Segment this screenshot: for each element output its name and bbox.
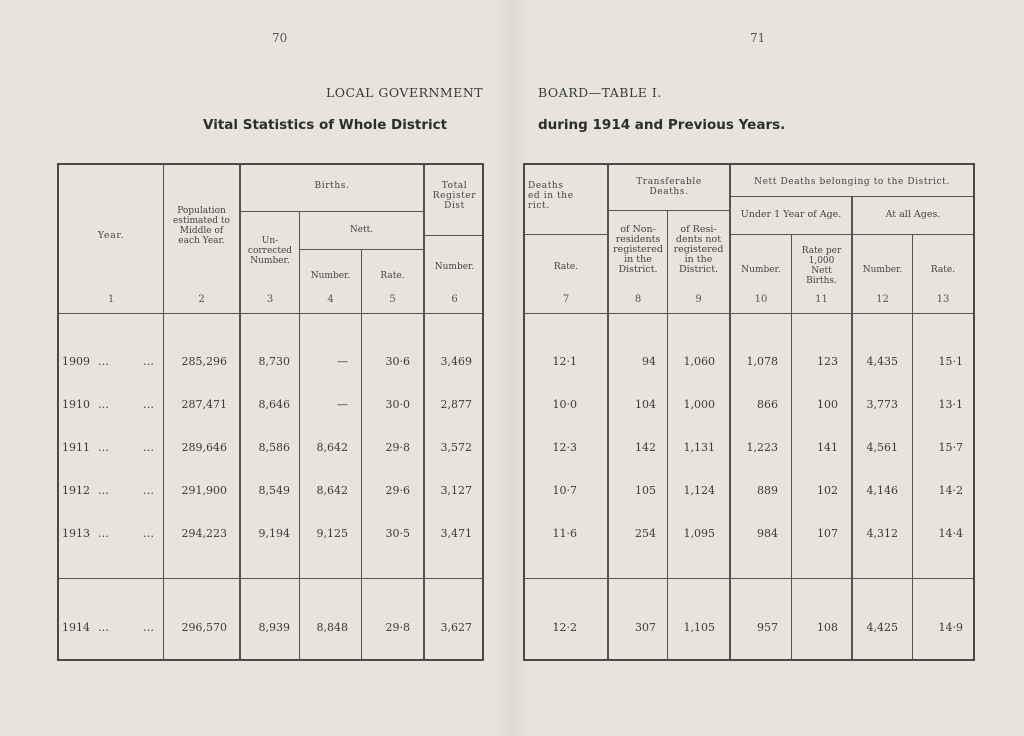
nett-rate-cell: 29·8 [385,441,410,454]
population-cell: 296,570 [181,621,227,634]
hline [525,578,973,579]
column-number: 8 [634,294,642,305]
header-residents: of Resi- dents not registered in the District. [673,224,724,275]
uncorrected-cell: 9,194 [258,527,290,540]
header-deaths-rate: Rate. [553,262,579,272]
nett-number-cell: 9,125 [316,527,348,540]
year-cell: 1913 [62,527,90,540]
vline [423,165,425,659]
nett-number-cell: — [337,355,348,368]
under1-number-cell: 1,078 [746,355,778,368]
column-number: 5 [389,294,396,305]
under1-rate-cell: 102 [817,484,838,497]
hline [731,234,973,235]
header-rate-per-1000: Rate per 1,000 Nett Births. [801,246,842,286]
deaths-rate-cell: 12·1 [552,355,577,368]
header-nett-deaths: Nett Deaths belonging to the District. [754,177,950,187]
header-births-number: Number. [310,271,351,281]
column-number: 11 [815,294,828,305]
year-cell: 1910 [62,398,90,411]
uncorrected-cell: 8,646 [258,398,290,411]
under1-rate-cell: 141 [817,441,838,454]
nett-rate-cell: 30·5 [385,527,410,540]
all-rate-cell: 14·4 [938,527,963,540]
column-number: 13 [936,294,950,305]
table-title-left: Vital Statistics of Whole District [203,117,448,133]
nett-number-cell: — [337,398,348,411]
year-cell: 1914 [62,621,90,634]
population-cell: 285,296 [181,355,227,368]
header-transferable-deaths: Transferable Deaths. [636,177,702,197]
deaths-number-cell: 3,471 [440,527,472,540]
header-population: Population estimated to Middle of each Year. [173,206,230,246]
population-cell: 289,646 [181,441,227,454]
population-cell: 291,900 [181,484,227,497]
leader-dots: … [143,398,154,411]
deaths-number-cell: 3,469 [440,355,472,368]
vline [361,250,362,659]
column-number: 6 [451,294,458,305]
under1-number-cell: 866 [757,398,778,411]
deaths-rate-cell: 10·0 [552,398,577,411]
non-residents-cell: 105 [635,484,656,497]
header-all-number: Number. [862,265,903,275]
leader-dots: … [98,398,109,411]
residents-cell: 1,105 [683,621,715,634]
column-number: 3 [266,294,274,305]
header-births-rate: Rate. [380,271,405,281]
deaths-rate-cell: 10·7 [552,484,577,497]
under1-rate-cell: 123 [817,355,838,368]
year-cell: 1912 [62,484,90,497]
hline [59,313,484,314]
nett-number-cell: 8,642 [316,484,348,497]
leader-dots: … [98,441,109,454]
column-number: 4 [327,294,334,305]
header-under1-number: Number. [741,265,781,275]
all-number-cell: 3,773 [866,398,898,411]
running-head-left: LOCAL GOVERNMENT [326,85,484,100]
running-head-right: BOARD—TABLE I. [538,85,662,100]
nett-number-cell: 8,848 [316,621,348,634]
vline [667,211,668,659]
uncorrected-cell: 8,730 [258,355,290,368]
all-number-cell: 4,561 [866,441,898,454]
under1-rate-cell: 108 [817,621,838,634]
non-residents-cell: 94 [642,355,656,368]
non-residents-cell: 254 [635,527,656,540]
header-uncorrected: Un- corrected Number. [247,236,293,266]
deaths-number-cell: 3,572 [440,441,472,454]
residents-cell: 1,000 [683,398,715,411]
under1-number-cell: 984 [757,527,778,540]
hline [59,578,484,579]
all-rate-cell: 14·2 [938,484,963,497]
non-residents-cell: 142 [635,441,656,454]
deaths-number-cell: 3,627 [440,621,472,634]
under1-number-cell: 957 [757,621,778,634]
header-year: Year. [97,230,125,241]
deaths-rate-cell: 12·2 [552,621,577,634]
all-number-cell: 4,425 [866,621,898,634]
table-right-frame [523,163,975,661]
nett-rate-cell: 29·8 [385,621,410,634]
header-non-residents: of Non- residents registered in the District. [613,224,663,275]
under1-number-cell: 1,223 [746,441,778,454]
column-number: 9 [695,294,702,305]
nett-rate-cell: 30·6 [385,355,410,368]
all-rate-cell: 15·7 [938,441,963,454]
hline [609,210,729,211]
nett-rate-cell: 30·0 [385,398,410,411]
uncorrected-cell: 8,549 [258,484,290,497]
year-cell: 1911 [62,441,90,454]
non-residents-cell: 307 [635,621,656,634]
hline [525,313,973,314]
residents-cell: 1,095 [683,527,715,540]
column-number: 10 [754,294,768,305]
all-rate-cell: 15·1 [938,355,963,368]
header-deaths-number: Number. [434,262,475,272]
leader-dots: … [98,621,109,634]
hline [425,235,484,236]
deaths-rate-cell: 12·3 [552,441,577,454]
nett-rate-cell: 29·6 [385,484,410,497]
under1-number-cell: 889 [757,484,778,497]
population-cell: 294,223 [181,527,227,540]
residents-cell: 1,131 [683,441,715,454]
uncorrected-cell: 8,939 [258,621,290,634]
nett-number-cell: 8,642 [316,441,348,454]
hline [300,249,423,250]
leader-dots: … [143,441,154,454]
under1-rate-cell: 107 [817,527,838,540]
page-number-right: 71 [750,31,766,45]
all-number-cell: 4,312 [866,527,898,540]
deaths-rate-cell: 11·6 [552,527,577,540]
header-all-rate: Rate. [930,265,956,275]
leader-dots: … [143,527,154,540]
column-number: 1 [107,294,115,305]
non-residents-cell: 104 [635,398,656,411]
under1-rate-cell: 100 [817,398,838,411]
header-at-all-ages: At all Ages. [885,209,941,220]
leader-dots: … [98,355,109,368]
all-number-cell: 4,146 [866,484,898,497]
residents-cell: 1,060 [683,355,715,368]
header-deaths-registered: Deaths ed in the rict. [528,181,574,211]
leader-dots: … [143,355,154,368]
header-total-register: Total Register Dist [432,181,477,211]
column-number: 7 [562,294,570,305]
year-cell: 1909 [62,355,90,368]
column-number: 2 [198,294,205,305]
leader-dots: … [98,484,109,497]
leader-dots: … [98,527,109,540]
population-cell: 287,471 [181,398,227,411]
table-title-right: during 1914 and Previous Years. [538,117,786,133]
hline [525,234,607,235]
all-number-cell: 4,435 [866,355,898,368]
all-rate-cell: 14·9 [938,621,963,634]
leader-dots: … [143,484,154,497]
hline [241,211,423,212]
vline [729,165,731,659]
residents-cell: 1,124 [683,484,715,497]
header-births: Births. [314,181,350,191]
header-under-1-year: Under 1 Year of Age. [740,209,842,220]
hline [731,196,973,197]
uncorrected-cell: 8,586 [258,441,290,454]
all-rate-cell: 13·1 [938,398,963,411]
deaths-number-cell: 2,877 [440,398,472,411]
header-nett: Nett. [349,225,374,235]
deaths-number-cell: 3,127 [440,484,472,497]
leader-dots: … [143,621,154,634]
page-number-left: 70 [272,31,288,45]
column-number: 12 [876,294,889,305]
